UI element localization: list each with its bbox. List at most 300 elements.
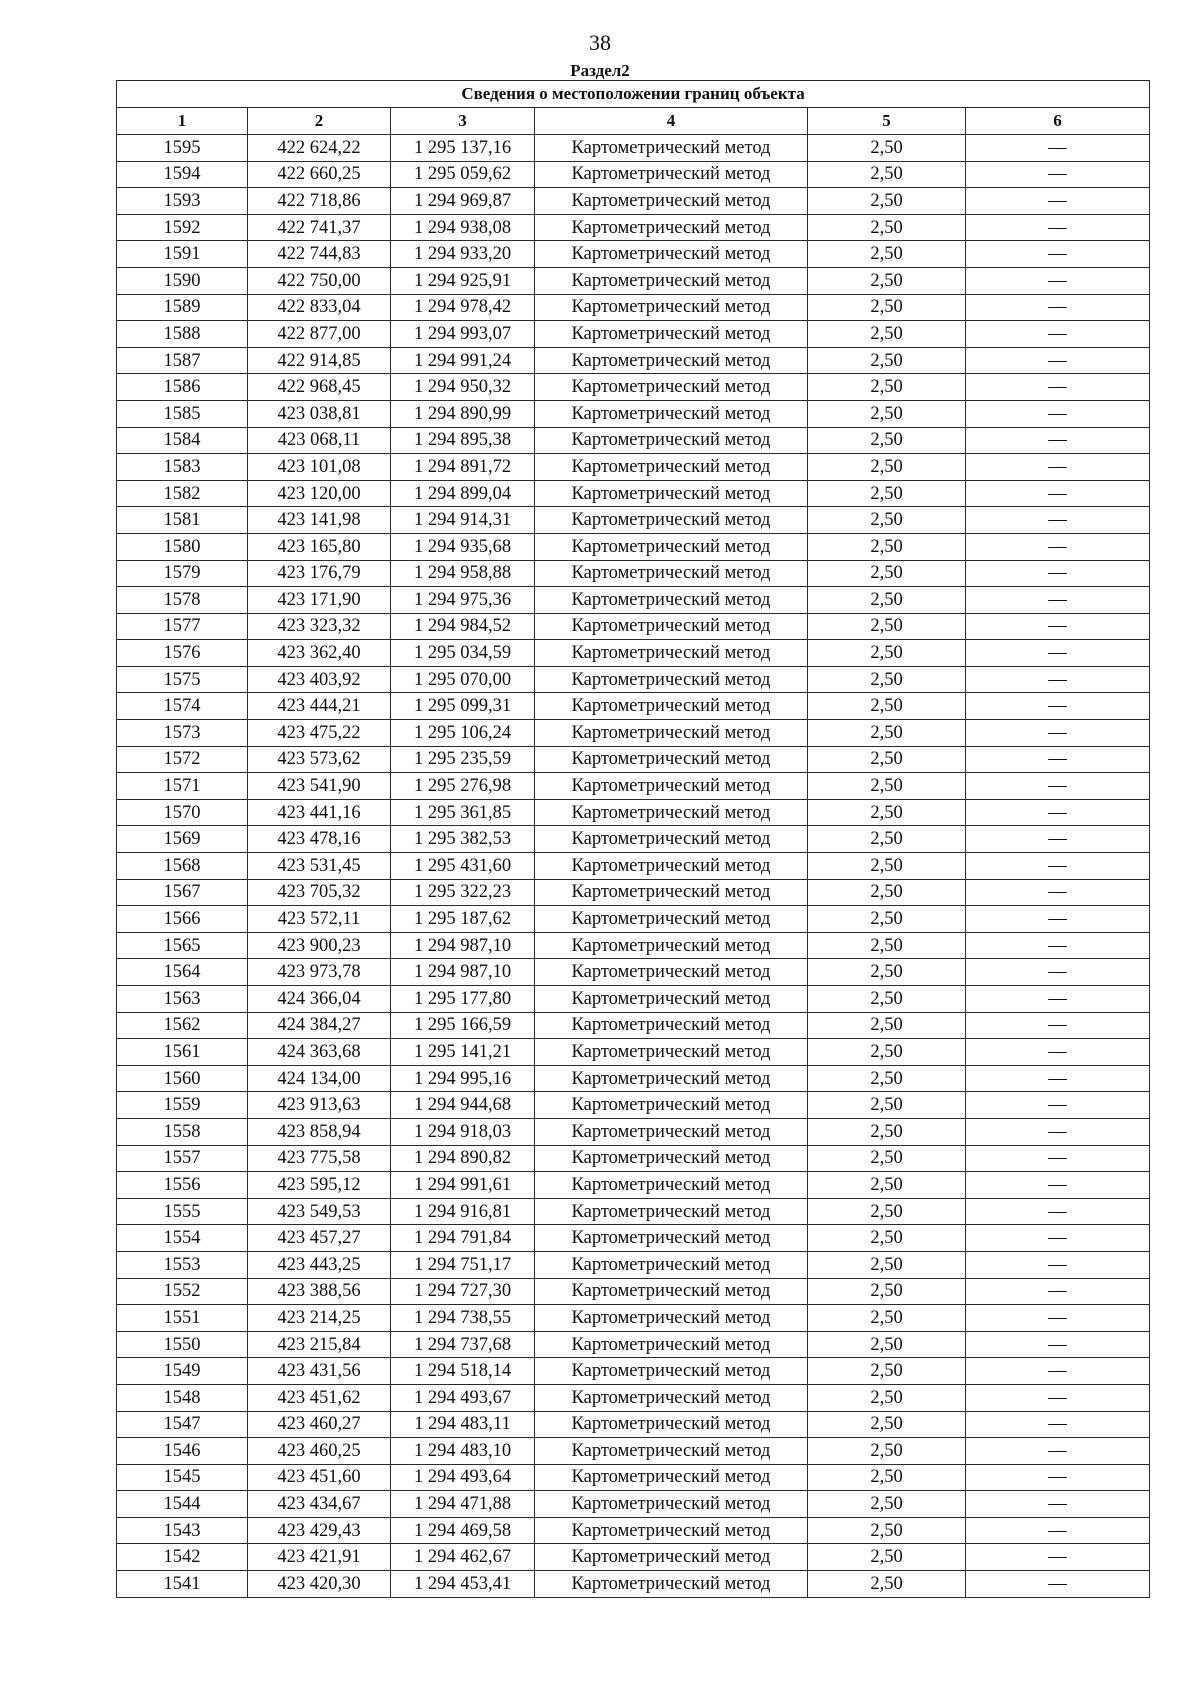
x-coordinate-cell: 423 141,98	[248, 507, 391, 534]
description-cell: —	[966, 1491, 1150, 1518]
point-number-cell: 1570	[117, 799, 248, 826]
table-row	[117, 1145, 1150, 1172]
x-coordinate-cell: 423 403,92	[248, 666, 391, 693]
table-caption-row	[117, 81, 1150, 108]
table-row	[117, 1464, 1150, 1491]
description-cell: —	[966, 1278, 1150, 1305]
table-row	[117, 1491, 1150, 1518]
x-coordinate-cell: 423 434,67	[248, 1491, 391, 1518]
method-cell: Картометрический метод	[535, 1464, 808, 1491]
point-number-cell: 1561	[117, 1039, 248, 1066]
y-coordinate-cell: 1 294 469,58	[391, 1517, 535, 1544]
description-cell: —	[966, 1358, 1150, 1385]
x-coordinate-cell: 423 457,27	[248, 1225, 391, 1252]
method-cell: Картометрический метод	[535, 427, 808, 454]
table-row	[117, 507, 1150, 534]
table-row	[117, 400, 1150, 427]
method-cell: Картометрический метод	[535, 1065, 808, 1092]
y-coordinate-cell: 1 295 106,24	[391, 720, 535, 747]
y-coordinate-cell: 1 294 993,07	[391, 321, 535, 348]
y-coordinate-cell: 1 294 727,30	[391, 1278, 535, 1305]
accuracy-cell: 2,50	[808, 1438, 966, 1465]
description-cell: —	[966, 1305, 1150, 1332]
y-coordinate-cell: 1 295 099,31	[391, 693, 535, 720]
y-coordinate-cell: 1 294 918,03	[391, 1118, 535, 1145]
accuracy-cell: 2,50	[808, 1278, 966, 1305]
point-number-cell: 1566	[117, 906, 248, 933]
table-row	[117, 454, 1150, 481]
accuracy-cell: 2,50	[808, 826, 966, 853]
y-coordinate-cell: 1 295 166,59	[391, 1012, 535, 1039]
description-cell: —	[966, 693, 1150, 720]
table-row	[117, 720, 1150, 747]
column-number: 6	[966, 108, 1150, 135]
table-row	[117, 693, 1150, 720]
accuracy-cell: 2,50	[808, 347, 966, 374]
y-coordinate-cell: 1 295 059,62	[391, 161, 535, 188]
y-coordinate-cell: 1 294 987,10	[391, 932, 535, 959]
description-cell: —	[966, 906, 1150, 933]
table-row	[117, 560, 1150, 587]
method-cell: Картометрический метод	[535, 959, 808, 986]
method-cell: Картометрический метод	[535, 1092, 808, 1119]
method-cell: Картометрический метод	[535, 1544, 808, 1571]
x-coordinate-cell: 422 741,37	[248, 214, 391, 241]
table-row	[117, 1225, 1150, 1252]
accuracy-cell: 2,50	[808, 427, 966, 454]
accuracy-cell: 2,50	[808, 879, 966, 906]
table-row	[117, 294, 1150, 321]
table-row	[117, 1065, 1150, 1092]
x-coordinate-cell: 423 973,78	[248, 959, 391, 986]
table-row	[117, 1331, 1150, 1358]
y-coordinate-cell: 1 294 738,55	[391, 1305, 535, 1332]
point-number-cell: 1553	[117, 1251, 248, 1278]
x-coordinate-cell: 423 478,16	[248, 826, 391, 853]
y-coordinate-cell: 1 294 462,67	[391, 1544, 535, 1571]
accuracy-cell: 2,50	[808, 906, 966, 933]
description-cell: —	[966, 1411, 1150, 1438]
y-coordinate-cell: 1 294 895,38	[391, 427, 535, 454]
method-cell: Картометрический метод	[535, 241, 808, 268]
table-row	[117, 906, 1150, 933]
description-cell: —	[966, 533, 1150, 560]
x-coordinate-cell: 423 572,11	[248, 906, 391, 933]
x-coordinate-cell: 422 744,83	[248, 241, 391, 268]
table-row	[117, 666, 1150, 693]
x-coordinate-cell: 423 460,27	[248, 1411, 391, 1438]
description-cell: —	[966, 773, 1150, 800]
description-cell: —	[966, 1118, 1150, 1145]
x-coordinate-cell: 423 068,11	[248, 427, 391, 454]
y-coordinate-cell: 1 294 935,68	[391, 533, 535, 560]
y-coordinate-cell: 1 295 322,23	[391, 879, 535, 906]
method-cell: Картометрический метод	[535, 1438, 808, 1465]
description-cell: —	[966, 267, 1150, 294]
table-row	[117, 188, 1150, 215]
method-cell: Картометрический метод	[535, 1198, 808, 1225]
method-cell: Картометрический метод	[535, 1305, 808, 1332]
accuracy-cell: 2,50	[808, 161, 966, 188]
accuracy-cell: 2,50	[808, 1198, 966, 1225]
accuracy-cell: 2,50	[808, 507, 966, 534]
table-row	[117, 879, 1150, 906]
table-row	[117, 1411, 1150, 1438]
description-cell: —	[966, 1251, 1150, 1278]
description-cell: —	[966, 613, 1150, 640]
column-number: 5	[808, 108, 966, 135]
y-coordinate-cell: 1 294 483,11	[391, 1411, 535, 1438]
point-number-cell: 1558	[117, 1118, 248, 1145]
x-coordinate-cell: 423 451,60	[248, 1464, 391, 1491]
accuracy-cell: 2,50	[808, 1012, 966, 1039]
x-coordinate-cell: 423 531,45	[248, 853, 391, 880]
description-cell: —	[966, 400, 1150, 427]
accuracy-cell: 2,50	[808, 853, 966, 880]
table-row	[117, 799, 1150, 826]
method-cell: Картометрический метод	[535, 321, 808, 348]
table-row	[117, 1172, 1150, 1199]
x-coordinate-cell: 423 549,53	[248, 1198, 391, 1225]
accuracy-cell: 2,50	[808, 480, 966, 507]
x-coordinate-cell: 423 858,94	[248, 1118, 391, 1145]
point-number-cell: 1578	[117, 587, 248, 614]
x-coordinate-cell: 423 913,63	[248, 1092, 391, 1119]
table-row	[117, 267, 1150, 294]
method-cell: Картометрический метод	[535, 1384, 808, 1411]
table-row	[117, 1118, 1150, 1145]
description-cell: —	[966, 427, 1150, 454]
method-cell: Картометрический метод	[535, 1039, 808, 1066]
x-coordinate-cell: 424 134,00	[248, 1065, 391, 1092]
description-cell: —	[966, 1331, 1150, 1358]
accuracy-cell: 2,50	[808, 693, 966, 720]
accuracy-cell: 2,50	[808, 1039, 966, 1066]
point-number-cell: 1551	[117, 1305, 248, 1332]
point-number-cell: 1549	[117, 1358, 248, 1385]
point-number-cell: 1572	[117, 746, 248, 773]
point-number-cell: 1567	[117, 879, 248, 906]
accuracy-cell: 2,50	[808, 267, 966, 294]
table-row	[117, 1517, 1150, 1544]
point-number-cell: 1559	[117, 1092, 248, 1119]
table-row	[117, 135, 1150, 162]
description-cell: —	[966, 135, 1150, 162]
method-cell: Картометрический метод	[535, 853, 808, 880]
description-cell: —	[966, 1092, 1150, 1119]
accuracy-cell: 2,50	[808, 454, 966, 481]
table-row	[117, 853, 1150, 880]
accuracy-cell: 2,50	[808, 1384, 966, 1411]
description-cell: —	[966, 241, 1150, 268]
accuracy-cell: 2,50	[808, 1411, 966, 1438]
x-coordinate-cell: 422 914,85	[248, 347, 391, 374]
table-row	[117, 1278, 1150, 1305]
table-row	[117, 1198, 1150, 1225]
accuracy-cell: 2,50	[808, 932, 966, 959]
table-row	[117, 746, 1150, 773]
accuracy-cell: 2,50	[808, 321, 966, 348]
y-coordinate-cell: 1 294 471,88	[391, 1491, 535, 1518]
point-number-cell: 1591	[117, 241, 248, 268]
table-row	[117, 1092, 1150, 1119]
method-cell: Картометрический метод	[535, 640, 808, 667]
description-cell: —	[966, 986, 1150, 1013]
point-number-cell: 1579	[117, 560, 248, 587]
x-coordinate-cell: 423 388,56	[248, 1278, 391, 1305]
y-coordinate-cell: 1 295 141,21	[391, 1039, 535, 1066]
table-row	[117, 986, 1150, 1013]
point-number-cell: 1562	[117, 1012, 248, 1039]
method-cell: Картометрический метод	[535, 454, 808, 481]
point-number-cell: 1580	[117, 533, 248, 560]
boundary-coordinates-table	[116, 80, 1150, 1598]
y-coordinate-cell: 1 294 890,99	[391, 400, 535, 427]
point-number-cell: 1576	[117, 640, 248, 667]
x-coordinate-cell: 423 171,90	[248, 587, 391, 614]
table-row	[117, 640, 1150, 667]
accuracy-cell: 2,50	[808, 720, 966, 747]
description-cell: —	[966, 587, 1150, 614]
accuracy-cell: 2,50	[808, 986, 966, 1013]
x-coordinate-cell: 423 038,81	[248, 400, 391, 427]
accuracy-cell: 2,50	[808, 1331, 966, 1358]
description-cell: —	[966, 347, 1150, 374]
accuracy-cell: 2,50	[808, 1118, 966, 1145]
y-coordinate-cell: 1 294 890,82	[391, 1145, 535, 1172]
table-row	[117, 374, 1150, 401]
description-cell: —	[966, 932, 1150, 959]
table-row	[117, 826, 1150, 853]
y-coordinate-cell: 1 295 276,98	[391, 773, 535, 800]
y-coordinate-cell: 1 294 737,68	[391, 1331, 535, 1358]
x-coordinate-cell: 424 384,27	[248, 1012, 391, 1039]
column-number: 1	[117, 108, 248, 135]
x-coordinate-cell: 423 444,21	[248, 693, 391, 720]
table-body	[117, 135, 1150, 1598]
method-cell: Картометрический метод	[535, 773, 808, 800]
y-coordinate-cell: 1 294 925,91	[391, 267, 535, 294]
method-cell: Картометрический метод	[535, 587, 808, 614]
method-cell: Картометрический метод	[535, 1172, 808, 1199]
x-coordinate-cell: 423 420,30	[248, 1571, 391, 1598]
point-number-cell: 1569	[117, 826, 248, 853]
accuracy-cell: 2,50	[808, 1092, 966, 1119]
description-cell: —	[966, 1225, 1150, 1252]
table-row	[117, 427, 1150, 454]
method-cell: Картометрический метод	[535, 879, 808, 906]
method-cell: Картометрический метод	[535, 1012, 808, 1039]
accuracy-cell: 2,50	[808, 1145, 966, 1172]
method-cell: Картометрический метод	[535, 1358, 808, 1385]
x-coordinate-cell: 423 475,22	[248, 720, 391, 747]
y-coordinate-cell: 1 295 431,60	[391, 853, 535, 880]
table-row	[117, 321, 1150, 348]
accuracy-cell: 2,50	[808, 135, 966, 162]
y-coordinate-cell: 1 294 991,61	[391, 1172, 535, 1199]
table-row	[117, 1571, 1150, 1598]
method-cell: Картометрический метод	[535, 1118, 808, 1145]
description-cell: —	[966, 214, 1150, 241]
x-coordinate-cell: 423 443,25	[248, 1251, 391, 1278]
y-coordinate-cell: 1 294 483,10	[391, 1438, 535, 1465]
description-cell: —	[966, 720, 1150, 747]
method-cell: Картометрический метод	[535, 533, 808, 560]
description-cell: —	[966, 321, 1150, 348]
method-cell: Картометрический метод	[535, 135, 808, 162]
method-cell: Картометрический метод	[535, 1278, 808, 1305]
y-coordinate-cell: 1 294 958,88	[391, 560, 535, 587]
method-cell: Картометрический метод	[535, 1491, 808, 1518]
y-coordinate-cell: 1 295 361,85	[391, 799, 535, 826]
x-coordinate-cell: 423 900,23	[248, 932, 391, 959]
y-coordinate-cell: 1 294 891,72	[391, 454, 535, 481]
accuracy-cell: 2,50	[808, 746, 966, 773]
y-coordinate-cell: 1 294 978,42	[391, 294, 535, 321]
y-coordinate-cell: 1 295 070,00	[391, 666, 535, 693]
y-coordinate-cell: 1 294 938,08	[391, 214, 535, 241]
y-coordinate-cell: 1 294 916,81	[391, 1198, 535, 1225]
accuracy-cell: 2,50	[808, 613, 966, 640]
y-coordinate-cell: 1 294 899,04	[391, 480, 535, 507]
table-row	[117, 533, 1150, 560]
point-number-cell: 1565	[117, 932, 248, 959]
accuracy-cell: 2,50	[808, 533, 966, 560]
method-cell: Картометрический метод	[535, 161, 808, 188]
method-cell: Картометрический метод	[535, 799, 808, 826]
method-cell: Картометрический метод	[535, 986, 808, 1013]
column-number-row	[117, 108, 1150, 135]
x-coordinate-cell: 422 660,25	[248, 161, 391, 188]
accuracy-cell: 2,50	[808, 666, 966, 693]
x-coordinate-cell: 423 573,62	[248, 746, 391, 773]
x-coordinate-cell: 424 366,04	[248, 986, 391, 1013]
method-cell: Картометрический метод	[535, 1411, 808, 1438]
description-cell: —	[966, 294, 1150, 321]
accuracy-cell: 2,50	[808, 1172, 966, 1199]
method-cell: Картометрический метод	[535, 906, 808, 933]
method-cell: Картометрический метод	[535, 347, 808, 374]
accuracy-cell: 2,50	[808, 1517, 966, 1544]
y-coordinate-cell: 1 295 382,53	[391, 826, 535, 853]
description-cell: —	[966, 1039, 1150, 1066]
point-number-cell: 1552	[117, 1278, 248, 1305]
y-coordinate-cell: 1 294 453,41	[391, 1571, 535, 1598]
description-cell: —	[966, 1384, 1150, 1411]
table-row	[117, 587, 1150, 614]
point-number-cell: 1555	[117, 1198, 248, 1225]
point-number-cell: 1554	[117, 1225, 248, 1252]
accuracy-cell: 2,50	[808, 560, 966, 587]
section-title: Раздел2	[570, 61, 630, 80]
point-number-cell: 1585	[117, 400, 248, 427]
description-cell: —	[966, 480, 1150, 507]
description-cell: —	[966, 161, 1150, 188]
x-coordinate-cell: 423 215,84	[248, 1331, 391, 1358]
y-coordinate-cell: 1 295 137,16	[391, 135, 535, 162]
x-coordinate-cell: 423 362,40	[248, 640, 391, 667]
table-row	[117, 1438, 1150, 1465]
accuracy-cell: 2,50	[808, 1225, 966, 1252]
point-number-cell: 1548	[117, 1384, 248, 1411]
method-cell: Картометрический метод	[535, 480, 808, 507]
table-row	[117, 1358, 1150, 1385]
point-number-cell: 1589	[117, 294, 248, 321]
method-cell: Картометрический метод	[535, 746, 808, 773]
y-coordinate-cell: 1 294 791,84	[391, 1225, 535, 1252]
table-row	[117, 480, 1150, 507]
description-cell: —	[966, 1544, 1150, 1571]
description-cell: —	[966, 1172, 1150, 1199]
table-row	[117, 214, 1150, 241]
method-cell: Картометрический метод	[535, 1331, 808, 1358]
table-row	[117, 1544, 1150, 1571]
point-number-cell: 1587	[117, 347, 248, 374]
x-coordinate-cell: 423 460,25	[248, 1438, 391, 1465]
method-cell: Картометрический метод	[535, 507, 808, 534]
point-number-cell: 1560	[117, 1065, 248, 1092]
point-number-cell: 1577	[117, 613, 248, 640]
method-cell: Картометрический метод	[535, 720, 808, 747]
table-row	[117, 347, 1150, 374]
y-coordinate-cell: 1 294 975,36	[391, 587, 535, 614]
point-number-cell: 1544	[117, 1491, 248, 1518]
method-cell: Картометрический метод	[535, 214, 808, 241]
x-coordinate-cell: 423 101,08	[248, 454, 391, 481]
method-cell: Картометрический метод	[535, 826, 808, 853]
point-number-cell: 1545	[117, 1464, 248, 1491]
method-cell: Картометрический метод	[535, 1517, 808, 1544]
description-cell: —	[966, 1464, 1150, 1491]
table-row	[117, 241, 1150, 268]
description-cell: —	[966, 666, 1150, 693]
table-row	[117, 1305, 1150, 1332]
accuracy-cell: 2,50	[808, 1491, 966, 1518]
x-coordinate-cell: 423 595,12	[248, 1172, 391, 1199]
accuracy-cell: 2,50	[808, 773, 966, 800]
column-number: 2	[248, 108, 391, 135]
description-cell: —	[966, 188, 1150, 215]
point-number-cell: 1564	[117, 959, 248, 986]
table-caption: Сведения о местоположении границ объекта	[117, 81, 1150, 108]
x-coordinate-cell: 423 431,56	[248, 1358, 391, 1385]
y-coordinate-cell: 1 294 914,31	[391, 507, 535, 534]
accuracy-cell: 2,50	[808, 799, 966, 826]
y-coordinate-cell: 1 294 493,64	[391, 1464, 535, 1491]
column-number: 3	[391, 108, 535, 135]
description-cell: —	[966, 1012, 1150, 1039]
accuracy-cell: 2,50	[808, 1571, 966, 1598]
point-number-cell: 1593	[117, 188, 248, 215]
accuracy-cell: 2,50	[808, 188, 966, 215]
method-cell: Картометрический метод	[535, 613, 808, 640]
point-number-cell: 1588	[117, 321, 248, 348]
method-cell: Картометрический метод	[535, 932, 808, 959]
x-coordinate-cell: 422 833,04	[248, 294, 391, 321]
x-coordinate-cell: 423 451,62	[248, 1384, 391, 1411]
point-number-cell: 1575	[117, 666, 248, 693]
x-coordinate-cell: 422 750,00	[248, 267, 391, 294]
accuracy-cell: 2,50	[808, 959, 966, 986]
description-cell: —	[966, 1438, 1150, 1465]
table-row	[117, 773, 1150, 800]
point-number-cell: 1581	[117, 507, 248, 534]
y-coordinate-cell: 1 295 034,59	[391, 640, 535, 667]
description-cell: —	[966, 454, 1150, 481]
method-cell: Картометрический метод	[535, 267, 808, 294]
y-coordinate-cell: 1 294 995,16	[391, 1065, 535, 1092]
table-row	[117, 1251, 1150, 1278]
